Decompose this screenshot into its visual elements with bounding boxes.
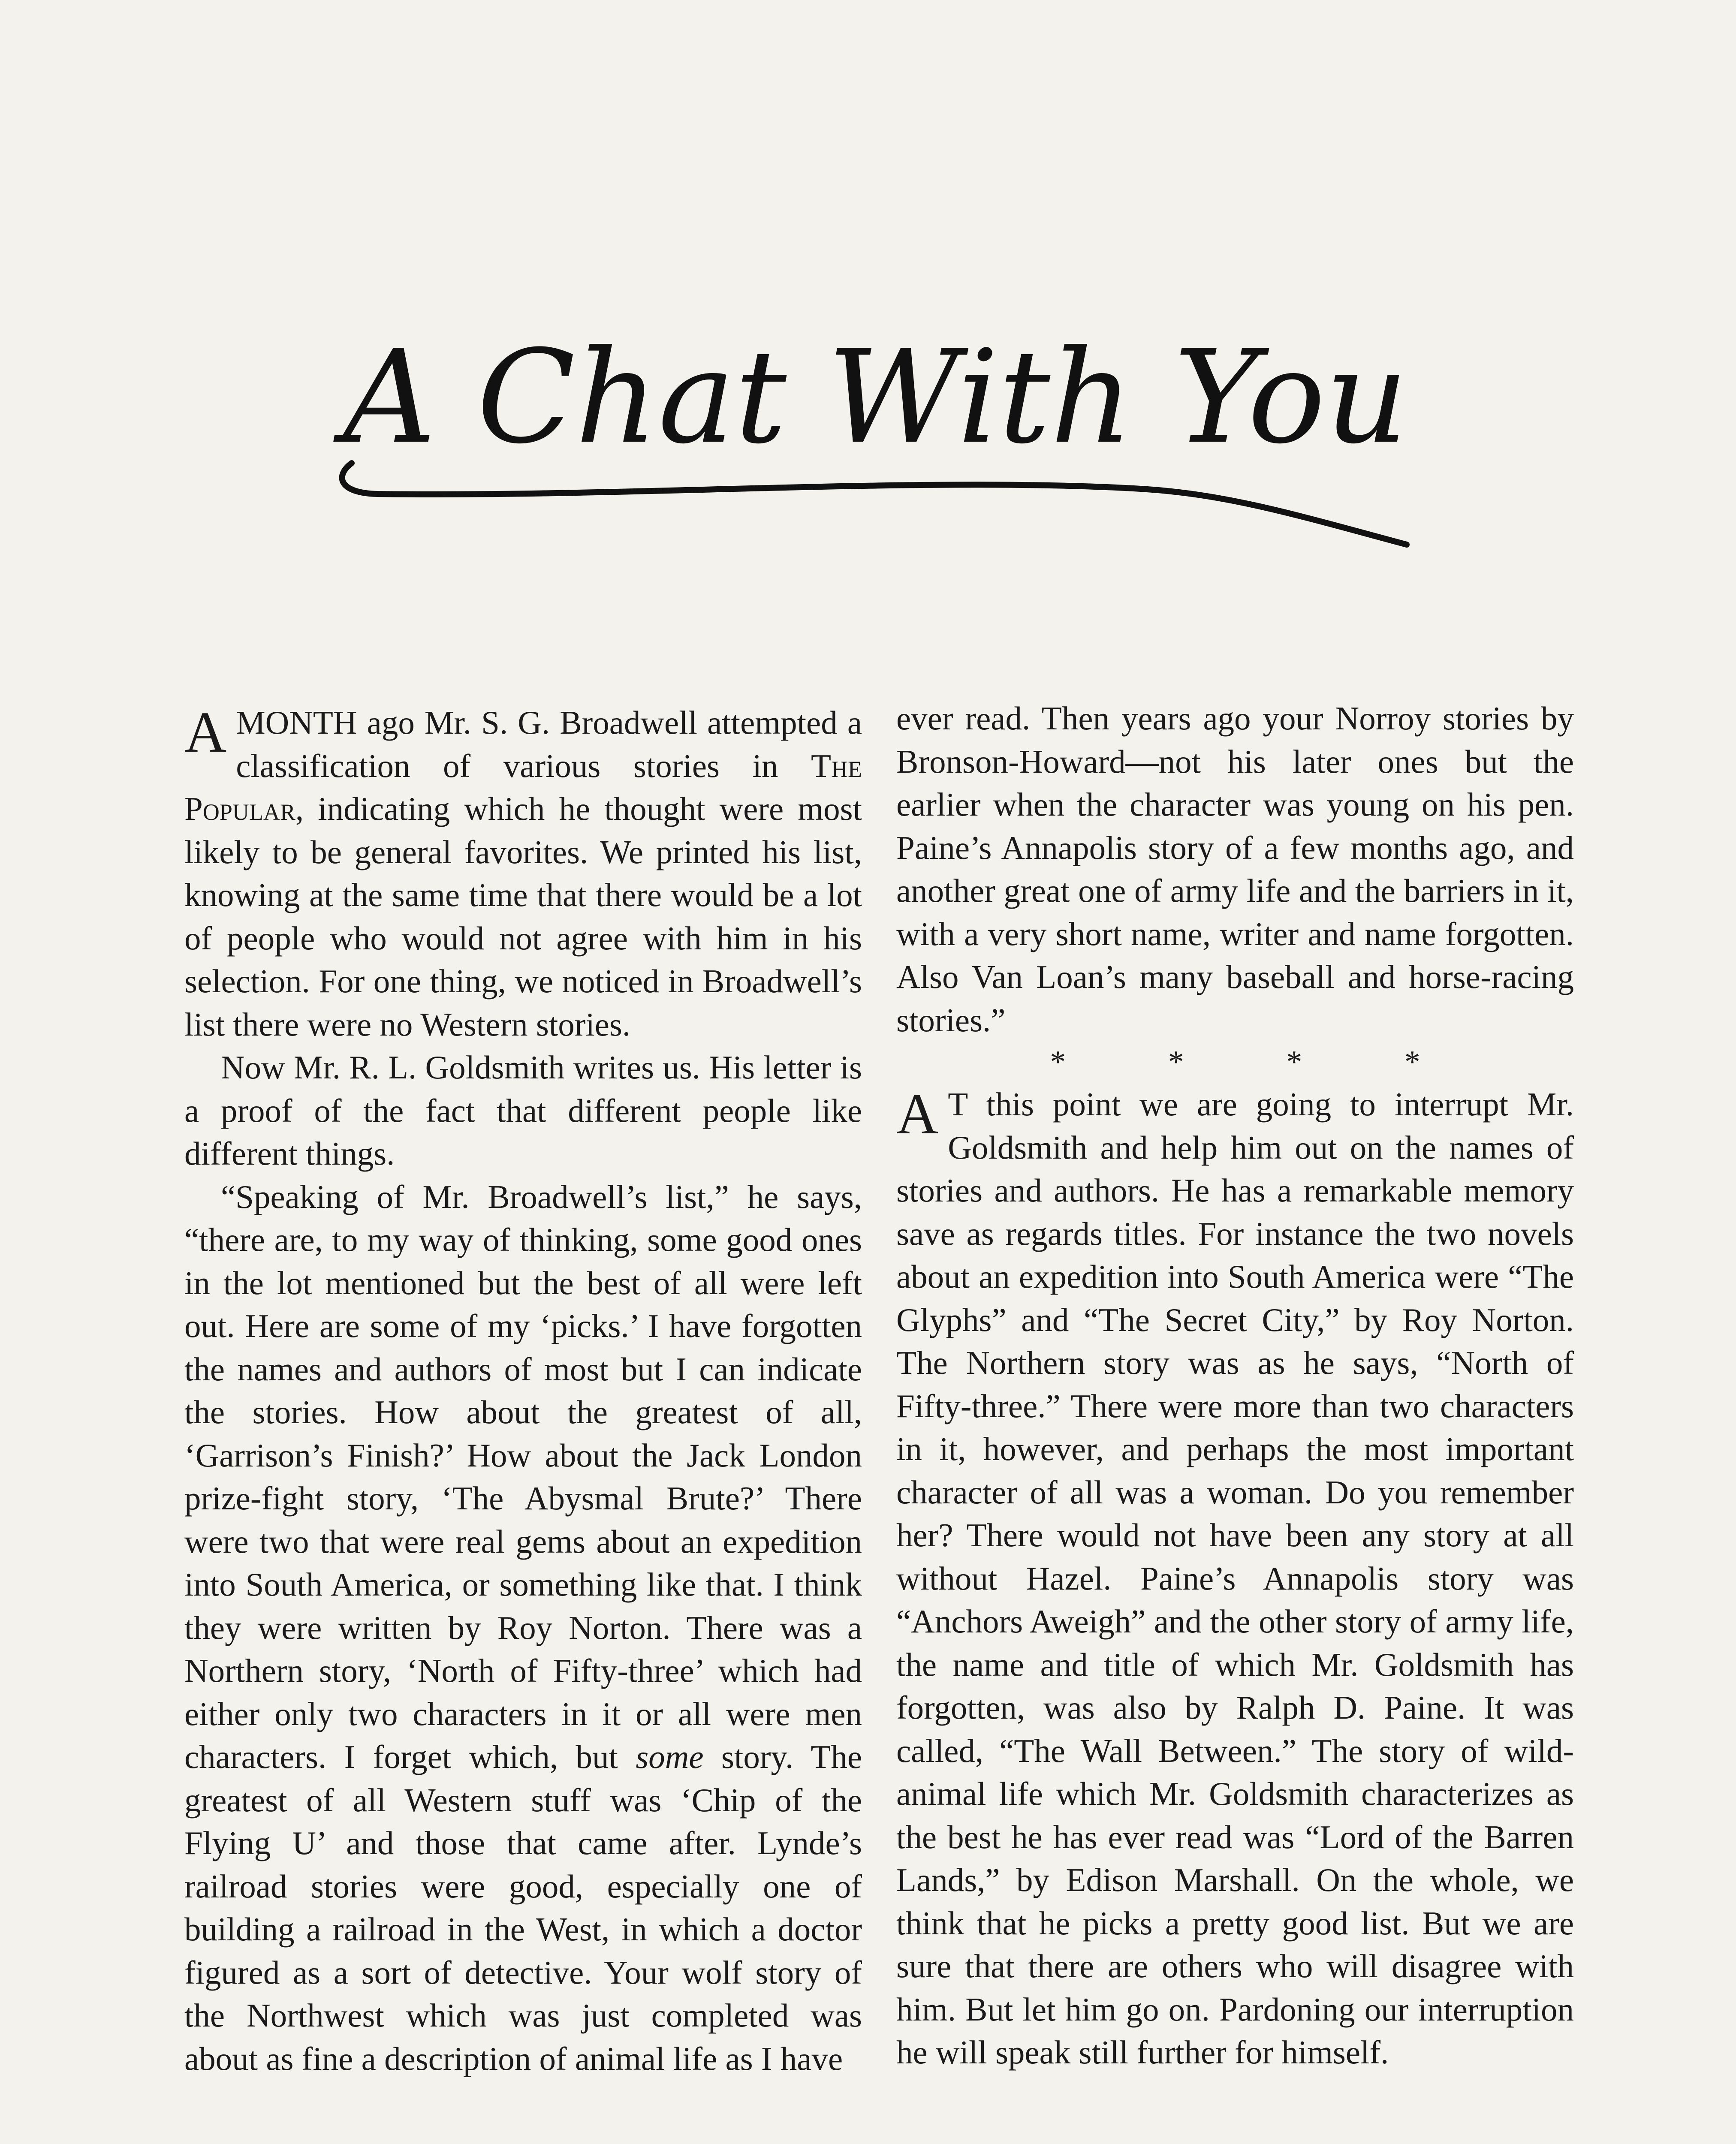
heading-title: A Chat With You (343, 334, 1408, 472)
text-run: , indicating which he thought were most likely to be general favorites. We printed his list, knowing at the same time that there would be a lot of people who would not agree with him in his selection. For one thing, we noticed in Broadwell’s list there were no Western stories. (184, 790, 862, 1043)
text-run: “Speaking of Mr. Broadwell’s list,” he says, “there are, to my way of thinking, some good ones in the lot mentioned but the best of all were left out. Here are some of my ‘picks.’ I have forgotten the names and authors of most but I can indicate the stories. How about the greatest of all, ‘Garrison’s Finish?’ How about the Jack London prize-fight story, ‘The Abysmal Brute?’ There were two that were real gems about an expedition into South America, or something like that. I think they were written by Roy Norton. There was a Northern story, ‘North of Fifty-three’ which had either only two characters in it or all were men characters. I forget which, but (184, 1178, 862, 1775)
drop-cap: A (184, 700, 227, 765)
paragraph: Now Mr. R. L. Goldsmith writes us. His letter is a proof of the fact that different people like different things. (184, 1049, 862, 1172)
right-column (896, 697, 1574, 2074)
paragraph: ever read. Then years ago your Norroy stories by Bronson-Howard—not his later ones but the earlier when the character was young on his pen. Paine’s Annapolis story of a few months ago, and another great one of army life and the barriers in it, with a very short name, writer and name forgotten. Also Van Loan’s many baseball and horse-racing stories.” (896, 700, 1574, 1039)
text-run: story. The greatest of all Western stuff was ‘Chip of the Flying U’ and those that came after. Lynde’s railroad stories were good, especially one of building a railroad in the West, in which a doctor figured as a sort of detective. Your wolf story of the Northwest which was just completed was about as fine a description of animal life as I have (184, 1738, 862, 2077)
left-column (184, 701, 862, 2080)
text-run: MONTH ago Mr. S. G. Broadwell attempted a classification of various stories in (236, 704, 862, 784)
drop-cap: A (896, 1082, 939, 1146)
paragraph (184, 1175, 862, 2081)
paragraph (184, 701, 862, 1046)
page-heading (326, 334, 1424, 575)
emphasis: some (636, 1738, 704, 1775)
magazine-title: The Popular (184, 747, 862, 827)
heading-script-art (326, 334, 1424, 575)
section-separator: * * * * (1050, 1045, 1468, 1080)
paragraph (896, 1083, 1574, 2074)
heading-underline-flourish (342, 463, 1407, 545)
text-run: T this point we are going to interrupt Mr. Goldsmith and help him out on the names of stories and authors. He has a remarkable memory save as regards titles. For instance the two novels about an expedition into South America were “The Glyphs” and “The Secret City,” by Roy Norton. The Northern story was as he says, “North of Fifty-three.” There were more than two characters in it, however, and perhaps the most important character of all was a woman. Do you remember her? There would not have been any story at all without Hazel. Paine’s Annapolis story was “Anchors Aweigh” and the other story of army life, the name and title of which Mr. Goldsmith has forgotten, was also by Ralph D. Paine. It was called, “The Wall Between.” The story of wild-animal life which Mr. Goldsmith characterizes as the best he has ever read was “Lord of the Barren Lands,” by Edison Marshall. On the whole, we think that he picks a pretty good list. But we are sure that there are others who will disagree with him. But let him go on. Pardoning our interruption he will speak still further for himself. (896, 1086, 1574, 2071)
